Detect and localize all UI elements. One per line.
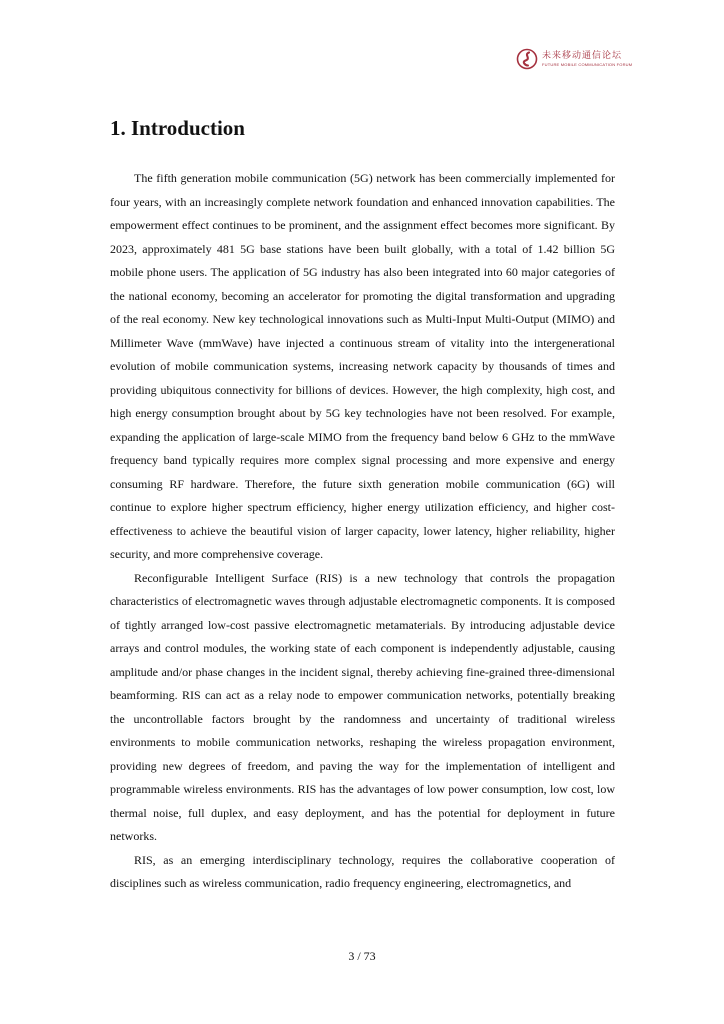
document-body: [110, 113, 615, 896]
logo-chinese-name: 未来移动通信论坛: [542, 50, 623, 61]
paragraph-ris-definition: Reconfigurable Intelligent Surface (RIS) is a new technology that controls the propagation characteristics of electromagnetic waves through adjustable electromagnetic components. It is composed of tightly arranged low-cost passive electromagnetic metamaterials. By introducing adjustable device arrays and control modules, the working state of each component is independently adjustable, causing amplitude and/or phase changes in the incident signal, thereby achieving fine-grained three-dimensional beamforming. RIS can act as a relay node to empower communication networks, potentially breaking the uncontrollable factors brought by the randomness and uncertainty of traditional wireless environments to mobile communication networks, reshaping the wireless propagation environment, providing new degrees of freedom, and paving the way for the implementation of intelligent and programmable wireless environments. RIS has the advantages of low power consumption, low cost, low thermal noise, full duplex, and easy deployment, and has the potential for deployment in future networks.: [110, 570, 615, 843]
logo-english-name: FUTURE MOBILE COMMUNICATION FORUM: [542, 61, 633, 67]
logo-text: [542, 52, 632, 67]
page-number: 3 / 73: [348, 949, 376, 963]
paragraph-ris-interdisciplinary: RIS, as an emerging interdisciplinary technology, requires the collaborative cooperation of disciplines such as wireless communication, radio frequency engineering, electromagnetics, and: [110, 852, 615, 890]
paragraph-5g-overview: The fifth generation mobile communication (5G) network has been commercially implemented for four years, with an increasingly complete network foundation and enhanced innovation capabilities. The empowerment effect continues to be prominent, and the assignment effect becomes more significant. By 2023, approximately 481 5G base stations have been built globally, with a total of 1.42 billion 5G mobile phone users. The application of 5G industry has also been integrated into 60 major categories of the national economy, becoming an accelerator for promoting the digital transformation and upgrading of the real economy. New key technological innovations such as Multi-Input Multi-Output (MIMO) and Millimeter Wave (mmWave) have injected a continuous stream of vitality into the intergenerational evolution of mobile communication systems, increasing network capacity by thousands of times and providing ubiquitous connectivity for billions of devices. However, the high complexity, high cost, and high energy consumption brought about by 5G key technologies have not been resolved. For example, expanding the application of large-scale MIMO from the frequency band below 6 GHz to the mmWave frequency band typically requires more complex signal processing and more expensive and energy consuming RF hardware. Therefore, the future sixth generation mobile communication (6G) will continue to explore higher spectrum efficiency, higher energy utilization efficiency, and higher cost-effectiveness to achieve the beautiful vision of larger capacity, lower latency, higher reliability, higher security, and more comprehensive coverage.: [110, 171, 615, 561]
header-logo: [516, 48, 632, 70]
forum-logo-icon: [516, 48, 538, 70]
section-heading: 1. Introduction: [110, 116, 245, 140]
